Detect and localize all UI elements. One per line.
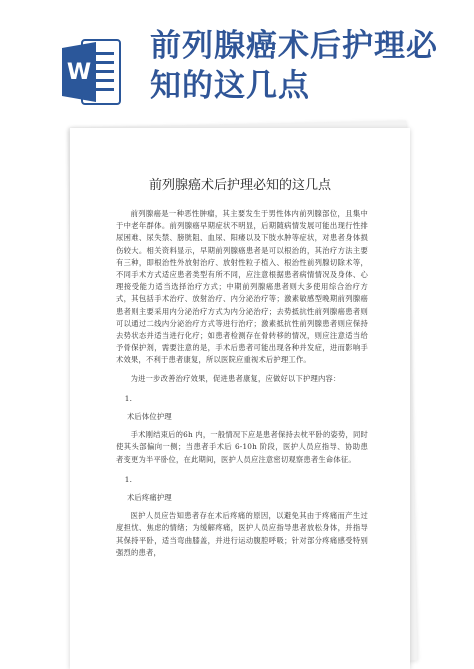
banner-title: 前列腺癌术后护理必知的这几点: [150, 28, 438, 104]
section-heading: 术后疼痛护理: [126, 493, 172, 503]
paragraph-intro: 前列腺癌是一种恶性肿瘤，其主要发生于男性体内前列腺部位，且集中于中老年群体。前列腺癌早期症状不明显，后期随病情发展可能出现行性排尿困难、尿失禁、膀胱阻、血尿、阳痿以及下肢水肿等症状，对患者身体损伤较大。相关资料显示，早期前列腺癌患者是可以根治的，其治疗方法主要有三种，即根治性外放射治疗、放射性粒子植入、根治性前列腺切除术等，不同手术方式适应患者类型有所不同，应注意根据患者病情情况及身体、心理接受能力适当选择治疗方式；中期前列腺癌患者则大多使用综合治疗方式，其包括手术治疗、放射治疗、内分泌治疗等；激素敏感型晚期前列腺癌患者则主要采用内分泌治疗方式为内分泌治疗；去势抵抗性前列腺癌患者则可以通过二线内分泌治疗方式等进行治疗；激素抵抗性前列腺患者则应保持去势状态并适当进行化疗；如患者检测存在骨转移的情况，则应注意适当给予骨保护剂，需要注意的是，手术后患者可能出现各种并发症，进而影响手术效果，不利于患者康复，所以医院应重视术后护理工作。: [116, 209, 368, 365]
document-title: 前列腺癌术后护理必知的这几点: [148, 178, 331, 193]
svg-text:W: W: [66, 60, 92, 85]
section-heading: 术后体位护理: [126, 412, 172, 422]
section-text: 医护人员应告知患者存在术后疼痛的原因，以避免其由于疼痛而产生过度担忧、焦虑的情绪；为缓解疼痛，医护人员应指导患者放松身体，并指导其保持平卧，适当弯曲膝盖，并进行运动腹腔呼吸；针对部分疼痛感受特别强烈的患者，: [116, 511, 368, 557]
section-number: 1.: [124, 474, 133, 484]
banner: [0, 0, 474, 120]
paragraph-lead: 为进一步改善治疗效果，促进患者康复，应做好以下护理内容：: [130, 373, 341, 383]
section-number: 1.: [124, 393, 133, 403]
document-page: [70, 128, 410, 669]
document-body: [116, 208, 368, 559]
word-document-icon: [62, 36, 122, 108]
section-text: 手术刚结束后的6h 内，一般情况下应是患者保持去枕平卧的姿势，同时使其头部偏向一侧；当患者手术后 6-10h 阶段，医护人员应指导、协助患者变更为半平卧位，在此期间，医护人员应注意密切观察患者生命体征。: [116, 430, 368, 464]
